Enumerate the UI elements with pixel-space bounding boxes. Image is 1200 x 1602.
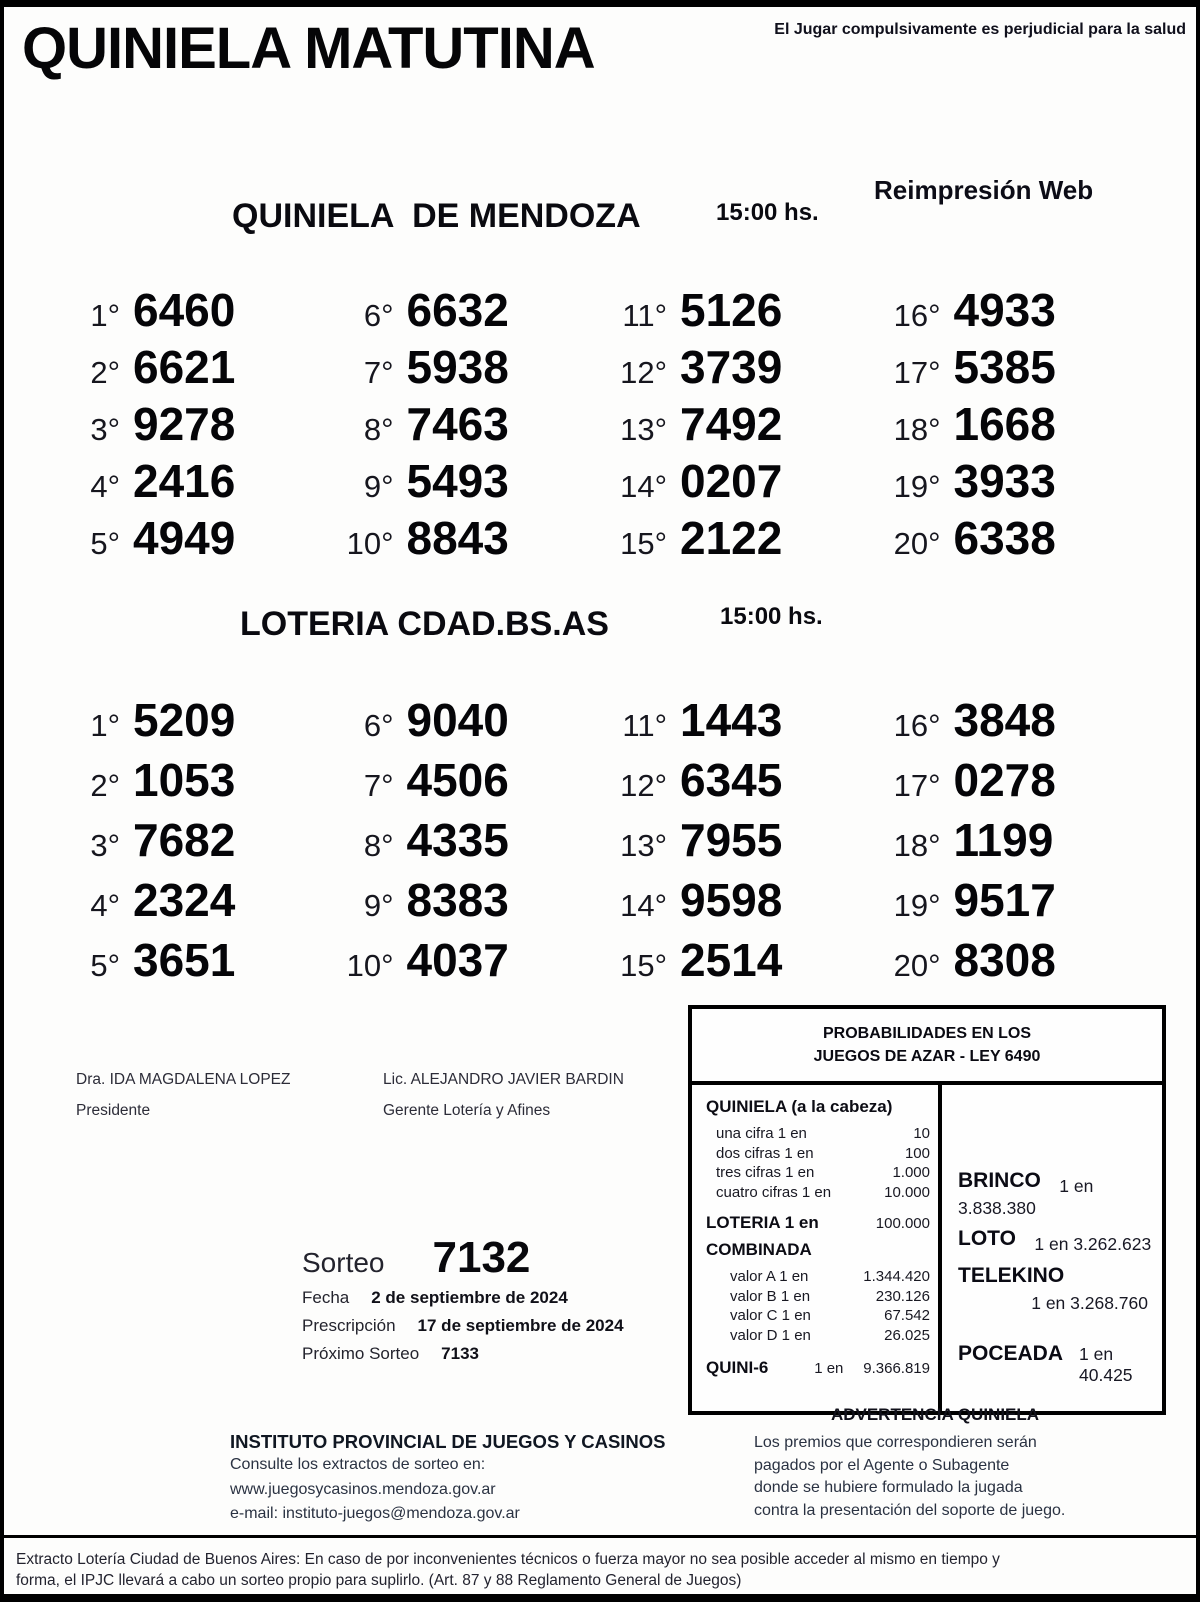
result-number: 4335 — [406, 814, 509, 866]
result-number: 9517 — [953, 874, 1056, 926]
probability-row — [706, 1267, 930, 1287]
result-cell — [336, 813, 610, 873]
result-position: 4° — [90, 888, 120, 923]
result-number: 5126 — [680, 284, 783, 336]
proximo-sorteo-label: Próximo Sorteo — [302, 1344, 420, 1363]
result-number: 1053 — [133, 754, 236, 806]
probability-value: 100 — [904, 1144, 930, 1162]
reprint-label: Reimpresión Web — [874, 175, 1094, 205]
result-cell — [62, 873, 336, 933]
probability-value: 67.542 — [884, 1307, 930, 1324]
result-cell — [609, 511, 883, 568]
result-cell — [883, 753, 1157, 813]
result-number: 3933 — [953, 455, 1056, 507]
text-line: forma, el IPJC llevará a cabo un sorteo propio para suplirlo. (Art. 87 y 88 Reglamento General de Juegos) — [16, 1572, 742, 1589]
signatory-name: Lic. ALEJANDRO JAVIER BARDIN — [383, 1071, 624, 1088]
probability-value: 10.000 — [884, 1183, 930, 1201]
probabilities-title-line1: PROBABILIDADES EN LOS — [822, 1025, 1031, 1042]
probability-value: 26.025 — [884, 1326, 930, 1344]
probabilities-box-title — [692, 1009, 1162, 1085]
probability-label: una cifra 1 en — [716, 1125, 807, 1142]
result-position: 12° — [620, 355, 667, 390]
result-number: 6460 — [133, 284, 236, 336]
result-cell — [883, 693, 1157, 753]
probabilities-right-column — [942, 1085, 1162, 1411]
result-number: 5385 — [953, 341, 1056, 393]
probability-row — [706, 1287, 930, 1307]
result-number: 9598 — [680, 874, 783, 926]
prescripcion-row — [302, 1316, 624, 1336]
result-cell — [62, 283, 336, 340]
game-name: TELEKINO — [958, 1264, 1065, 1287]
institute-consult-line: Consulte los extractos de sorteo en: — [230, 1456, 486, 1473]
mendoza-draw-time: 15:00 hs. — [716, 199, 819, 226]
institute-email: e-mail: instituto-juegos@mendoza.gov.ar — [230, 1505, 520, 1522]
result-cell — [62, 454, 336, 511]
result-position: 17° — [893, 768, 941, 803]
result-cell — [336, 454, 610, 511]
result-cell — [336, 397, 610, 454]
result-position: 18° — [893, 828, 941, 863]
result-position: 13° — [620, 828, 667, 863]
result-cell — [883, 397, 1157, 454]
probability-row — [706, 1144, 930, 1164]
probability-row — [706, 1163, 930, 1183]
probability-value: 1.344.420 — [863, 1268, 930, 1285]
result-position: 5° — [90, 526, 120, 561]
result-position: 3° — [90, 412, 120, 447]
bsas-section-title: LOTERIA CDAD.BS.AS — [240, 605, 609, 643]
result-number: 6621 — [133, 341, 236, 393]
result-number: 1199 — [953, 814, 1054, 866]
result-cell — [336, 283, 610, 340]
signature-block — [383, 1071, 690, 1120]
result-cell — [336, 340, 610, 397]
result-position: 19° — [893, 888, 941, 923]
result-number: 8383 — [406, 874, 509, 926]
prescripcion-label: Prescripción — [302, 1316, 396, 1335]
health-warning-text: El Jugar compulsivamente es perjudicial para la salud — [774, 21, 1186, 38]
text-line: Extracto Lotería Ciudad de Buenos Aires: En caso de por inconvenientes técnicos o fuerza mayor no sea posible acceder al mismo en tiempo y — [16, 1551, 1000, 1568]
result-number: 7955 — [680, 814, 783, 866]
result-position: 3° — [90, 828, 120, 863]
mendoza-results-grid — [62, 283, 1156, 568]
result-number: 6345 — [680, 754, 783, 806]
quini6-value: 9.366.819 — [863, 1360, 930, 1377]
probability-row — [706, 1124, 930, 1144]
result-cell — [62, 813, 336, 873]
fecha-row — [302, 1288, 568, 1308]
signature-block — [76, 1071, 383, 1120]
proximo-sorteo-row — [302, 1344, 479, 1364]
result-position: 2° — [90, 768, 120, 803]
result-number: 4949 — [133, 512, 236, 564]
advertencia-text — [704, 1432, 1166, 1522]
quiniela-odds-header: QUINIELA (a la cabeza) — [706, 1097, 893, 1116]
result-position: 19° — [893, 469, 941, 504]
game-name: LOTO — [958, 1227, 1016, 1250]
result-position: 15° — [620, 526, 667, 561]
result-position: 11° — [622, 708, 667, 743]
fecha-value: 2 de septiembre de 2024 — [371, 1288, 568, 1307]
quini6-label: QUINI-6 — [706, 1358, 769, 1377]
loteria-odds-label: LOTERIA 1 en — [706, 1213, 819, 1232]
bsas-results-grid — [62, 693, 1156, 993]
result-position: 10° — [346, 948, 394, 983]
result-number: 2416 — [133, 455, 236, 507]
probability-label: dos cifras 1 en — [716, 1144, 814, 1162]
result-position: 6° — [363, 298, 394, 333]
result-position: 6° — [363, 708, 394, 743]
result-cell — [609, 454, 883, 511]
result-cell — [883, 340, 1157, 397]
result-cell — [883, 813, 1157, 873]
result-position: 14° — [620, 469, 667, 504]
result-position: 2° — [90, 355, 120, 390]
probability-label: valor A 1 en — [730, 1268, 809, 1285]
result-position: 9° — [363, 888, 394, 923]
result-position: 16° — [893, 298, 941, 333]
result-number: 4933 — [953, 284, 1056, 336]
game-odds-row — [958, 1342, 1152, 1386]
result-number: 1443 — [680, 694, 783, 746]
result-cell — [609, 813, 883, 873]
probability-label: valor C 1 en — [730, 1307, 811, 1324]
result-cell — [883, 933, 1157, 993]
result-cell — [883, 283, 1157, 340]
combinada-odds-header: COMBINADA — [706, 1240, 812, 1259]
result-number: 4506 — [406, 754, 509, 806]
institute-block — [230, 1431, 666, 1527]
advertencia-block — [704, 1405, 1166, 1522]
result-position: 12° — [620, 768, 667, 803]
result-cell — [336, 693, 610, 753]
combinada-odds-rows — [706, 1267, 930, 1345]
result-cell — [883, 454, 1157, 511]
result-number: 5209 — [133, 694, 236, 746]
probability-value: 230.126 — [875, 1287, 930, 1305]
result-position: 18° — [893, 412, 941, 447]
probability-label: valor B 1 en — [730, 1287, 811, 1305]
result-number: 6632 — [406, 284, 509, 336]
probability-value: 1.000 — [892, 1164, 930, 1181]
probabilities-box — [688, 1005, 1166, 1415]
probability-row — [706, 1183, 930, 1203]
institute-website: www.juegosycasinos.mendoza.gov.ar — [230, 1480, 496, 1498]
result-position: 15° — [620, 948, 667, 983]
result-position: 8° — [363, 828, 394, 863]
result-number: 8843 — [406, 512, 509, 564]
result-cell — [62, 933, 336, 993]
sorteo-number: 7132 — [432, 1233, 531, 1282]
loteria-odds-row — [706, 1213, 930, 1233]
quini6-odds-row — [706, 1358, 930, 1378]
result-cell — [336, 873, 610, 933]
game-odds-value: 1 en 3.838.380 — [958, 1176, 1094, 1218]
result-number: 3848 — [953, 694, 1056, 746]
result-number: 5938 — [406, 341, 509, 393]
sorteo-row — [302, 1233, 530, 1283]
result-position: 20° — [893, 948, 941, 983]
text-line: Los premios que correspondieren serán — [754, 1434, 1037, 1451]
signatures-row — [76, 1071, 690, 1120]
result-position: 7° — [363, 768, 394, 803]
probability-row — [706, 1326, 930, 1346]
prescripcion-value: 17 de septiembre de 2024 — [417, 1316, 624, 1335]
result-position: 13° — [620, 412, 667, 447]
probabilities-body — [692, 1085, 1162, 1411]
mendoza-section-title: QUINIELA DE MENDOZA — [232, 197, 641, 235]
result-cell — [609, 693, 883, 753]
result-number: 7463 — [406, 398, 509, 450]
signatory-name: Dra. IDA MAGDALENA LOPEZ — [76, 1071, 291, 1088]
result-cell — [883, 511, 1157, 568]
result-cell — [609, 753, 883, 813]
game-odds-row — [958, 1264, 1152, 1314]
text-line: contra la presentación del soporte de juego. — [754, 1501, 1066, 1519]
result-cell — [609, 397, 883, 454]
result-position: 4° — [90, 469, 120, 504]
institute-name: INSTITUTO PROVINCIAL DE JUEGOS Y CASINOS — [230, 1431, 666, 1452]
result-cell — [336, 753, 610, 813]
probability-row — [706, 1306, 930, 1326]
result-number: 4037 — [406, 934, 509, 986]
result-cell — [609, 283, 883, 340]
quini6-mid: 1 en — [814, 1360, 844, 1377]
fecha-label: Fecha — [302, 1288, 350, 1307]
result-number: 5493 — [406, 455, 509, 507]
result-number: 2324 — [133, 874, 236, 926]
result-number: 1668 — [953, 398, 1056, 450]
probability-value: 10 — [913, 1125, 930, 1142]
game-odds-value: 1 en 3.268.760 — [1031, 1293, 1148, 1313]
result-number: 0278 — [953, 754, 1056, 806]
result-position: 20° — [893, 526, 941, 561]
result-cell — [336, 511, 610, 568]
result-cell — [62, 340, 336, 397]
result-cell — [609, 933, 883, 993]
document-title: QUINIELA MATUTINA — [22, 16, 595, 81]
game-odds-row — [958, 1169, 1152, 1218]
result-position: 14° — [620, 888, 667, 923]
result-position: 8° — [363, 412, 394, 447]
probability-label: tres cifras 1 en — [716, 1164, 815, 1181]
signatory-role: Gerente Lotería y Afines — [383, 1102, 551, 1119]
probabilities-title-line2: JUEGOS DE AZAR - LEY 6490 — [813, 1048, 1041, 1065]
sorteo-label: Sorteo — [302, 1247, 385, 1278]
game-name: POCEADA — [958, 1342, 1064, 1365]
proximo-sorteo-value: 7133 — [441, 1344, 479, 1363]
result-number: 3651 — [133, 934, 236, 986]
result-cell — [609, 340, 883, 397]
loteria-odds-value: 100.000 — [875, 1215, 930, 1232]
result-number: 9040 — [406, 694, 509, 746]
result-number: 7682 — [133, 814, 236, 866]
footer-divider — [4, 1535, 1196, 1538]
footer-note — [16, 1549, 1184, 1591]
game-odds-value: 1 en 3.262.623 — [1034, 1234, 1152, 1254]
signatory-role: Presidente — [76, 1102, 151, 1119]
quiniela-odds-rows — [706, 1124, 930, 1202]
result-position: 10° — [346, 526, 394, 561]
result-position: 16° — [893, 708, 941, 743]
text-line: pagados por el Agente o Subagente — [754, 1456, 1010, 1474]
result-position: 1° — [90, 298, 120, 333]
result-number: 8308 — [953, 934, 1056, 986]
game-odds-row — [958, 1227, 1152, 1254]
result-position: 17° — [893, 355, 941, 390]
text-line: donde se hubiere formulado la jugada — [754, 1479, 1023, 1496]
result-cell — [62, 511, 336, 568]
probability-label: cuatro cifras 1 en — [716, 1183, 832, 1201]
result-cell — [62, 693, 336, 753]
result-cell — [609, 873, 883, 933]
result-number: 6338 — [953, 512, 1056, 564]
result-number: 7492 — [680, 398, 783, 450]
result-number: 9278 — [133, 398, 236, 450]
result-number: 3739 — [680, 341, 783, 393]
result-number: 0207 — [680, 455, 783, 507]
result-position: 1° — [90, 708, 120, 743]
advertencia-title: ADVERTENCIA QUINIELA — [830, 1405, 1040, 1424]
result-position: 7° — [363, 355, 394, 390]
result-number: 2514 — [680, 934, 783, 986]
result-position: 11° — [622, 298, 667, 333]
result-number: 2122 — [680, 512, 783, 564]
game-odds-value: 1 en 40.425 — [1079, 1344, 1133, 1385]
result-cell — [62, 397, 336, 454]
result-cell — [62, 753, 336, 813]
result-cell — [883, 873, 1157, 933]
bsas-draw-time: 15:00 hs. — [720, 603, 823, 630]
result-position: 5° — [90, 948, 120, 983]
game-name: BRINCO — [958, 1169, 1041, 1192]
probability-label: valor D 1 en — [730, 1326, 811, 1344]
result-position: 9° — [363, 469, 394, 504]
probabilities-left-column — [692, 1085, 942, 1411]
result-cell — [336, 933, 610, 993]
